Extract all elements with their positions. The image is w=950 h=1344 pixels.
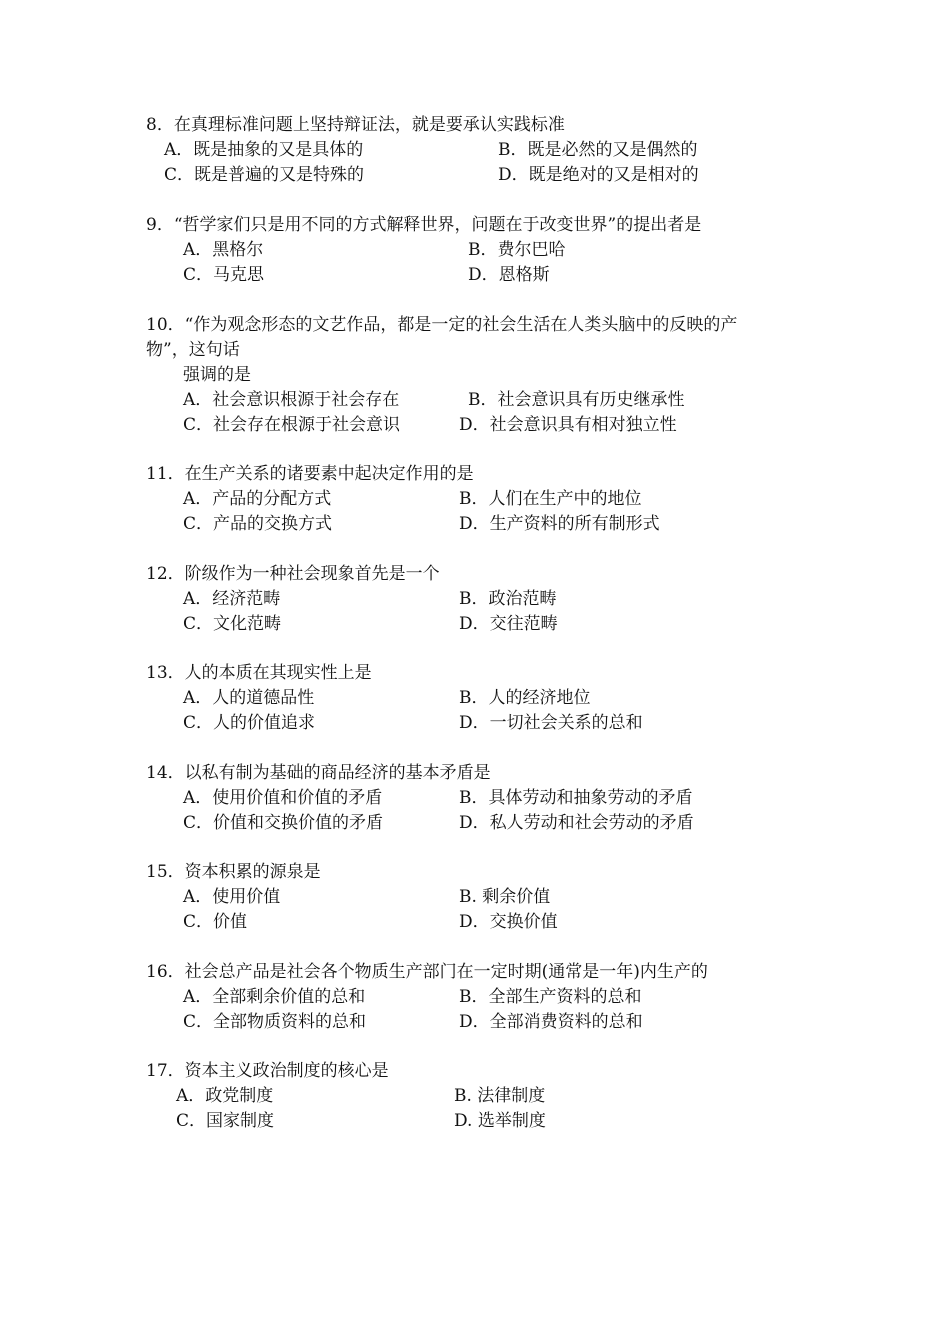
- question-12-option-d: D．交往范畴: [459, 614, 558, 634]
- question-13-option-a: A．人的道德品性: [183, 688, 315, 708]
- question-10-option-a: A．社会意识根源于社会存在: [183, 390, 400, 410]
- question-13-option-d: D．一切社会关系的总和: [459, 713, 643, 733]
- question-13-option-c: C．人的价值追求: [183, 713, 316, 733]
- question-16-option-b: B．全部生产资料的总和: [459, 987, 642, 1007]
- question-9-option-b: B．费尔巴哈: [468, 240, 566, 260]
- question-16-option-c: C．全部物质资料的总和: [183, 1012, 367, 1032]
- question-12-option-c: C．文化范畴: [183, 614, 282, 634]
- question-9-option-c: C．马克思: [183, 265, 265, 285]
- question-17-option-c: C．国家制度: [176, 1111, 275, 1131]
- question-15-stem: 15．资本积累的源泉是: [146, 862, 321, 882]
- question-15-option-c: C．价值: [183, 912, 248, 932]
- question-9-option-a: A．黑格尔: [183, 240, 264, 260]
- question-17-stem: 17．资本主义政治制度的核心是: [146, 1061, 389, 1081]
- question-8-stem: 8．在真理标准问题上坚持辩证法，就是要承认实践标准: [146, 115, 565, 135]
- question-13-option-b: B．人的经济地位: [459, 688, 591, 708]
- question-17-option-d: D. 选举制度: [454, 1111, 546, 1131]
- question-10-option-c: C．社会存在根源于社会意识: [183, 415, 401, 435]
- question-14-option-a: A．使用价值和价值的矛盾: [183, 788, 383, 808]
- question-10-stem-line-1: 10．“作为观念形态的文艺作品，都是一定的社会生活在人类头脑中的反映的产: [146, 315, 738, 335]
- question-14-option-c: C．价值和交换价值的矛盾: [183, 813, 384, 833]
- question-16-option-a: A．全部剩余价值的总和: [183, 987, 366, 1007]
- question-10-stem-line-2: 物”，这句话: [146, 340, 240, 360]
- question-14-option-b: B．具体劳动和抽象劳动的矛盾: [459, 788, 693, 808]
- question-16-stem: 16．社会总产品是社会各个物质生产部门在一定时期(通常是一年)内生产的: [146, 962, 708, 982]
- question-15-option-a: A．使用价值: [183, 887, 281, 907]
- question-15-option-d: D．交换价值: [459, 912, 558, 932]
- question-9-option-d: D．恩格斯: [468, 265, 550, 285]
- question-8-option-c: C．既是普遍的又是特殊的: [164, 165, 365, 185]
- question-10-option-b: B．社会意识具有历史继承性: [468, 390, 685, 410]
- question-13-stem: 13．人的本质在其现实性上是: [146, 663, 372, 683]
- question-10-option-d: D．社会意识具有相对独立性: [459, 415, 677, 435]
- question-14-option-d: D．私人劳动和社会劳动的矛盾: [459, 813, 694, 833]
- question-17-option-b: B. 法律制度: [454, 1086, 546, 1106]
- question-12-option-a: A．经济范畴: [183, 589, 281, 609]
- question-17-option-a: A．政党制度: [176, 1086, 274, 1106]
- question-8-option-a: A．既是抽象的又是具体的: [164, 140, 364, 160]
- question-11-option-a: A．产品的分配方式: [183, 489, 332, 509]
- question-14-stem: 14．以私有制为基础的商品经济的基本矛盾是: [146, 763, 491, 783]
- question-12-option-b: B．政治范畴: [459, 589, 557, 609]
- question-11-option-c: C．产品的交换方式: [183, 514, 333, 534]
- question-15-option-b: B. 剩余价值: [459, 887, 551, 907]
- question-16-option-d: D．全部消费资料的总和: [459, 1012, 643, 1032]
- question-8-option-d: D．既是绝对的又是相对的: [498, 165, 699, 185]
- question-12-stem: 12．阶级作为一种社会现象首先是一个: [146, 564, 440, 584]
- question-9-stem: 9．“哲学家们只是用不同的方式解释世界，问题在于改变世界”的提出者是: [146, 215, 702, 235]
- question-10-stem-line-3: 强调的是: [183, 365, 251, 385]
- question-11-option-b: B．人们在生产中的地位: [459, 489, 642, 509]
- question-11-option-d: D．生产资料的所有制形式: [459, 514, 660, 534]
- question-8-option-b: B．既是必然的又是偶然的: [498, 140, 698, 160]
- question-11-stem: 11．在生产关系的诸要素中起决定作用的是: [146, 464, 474, 484]
